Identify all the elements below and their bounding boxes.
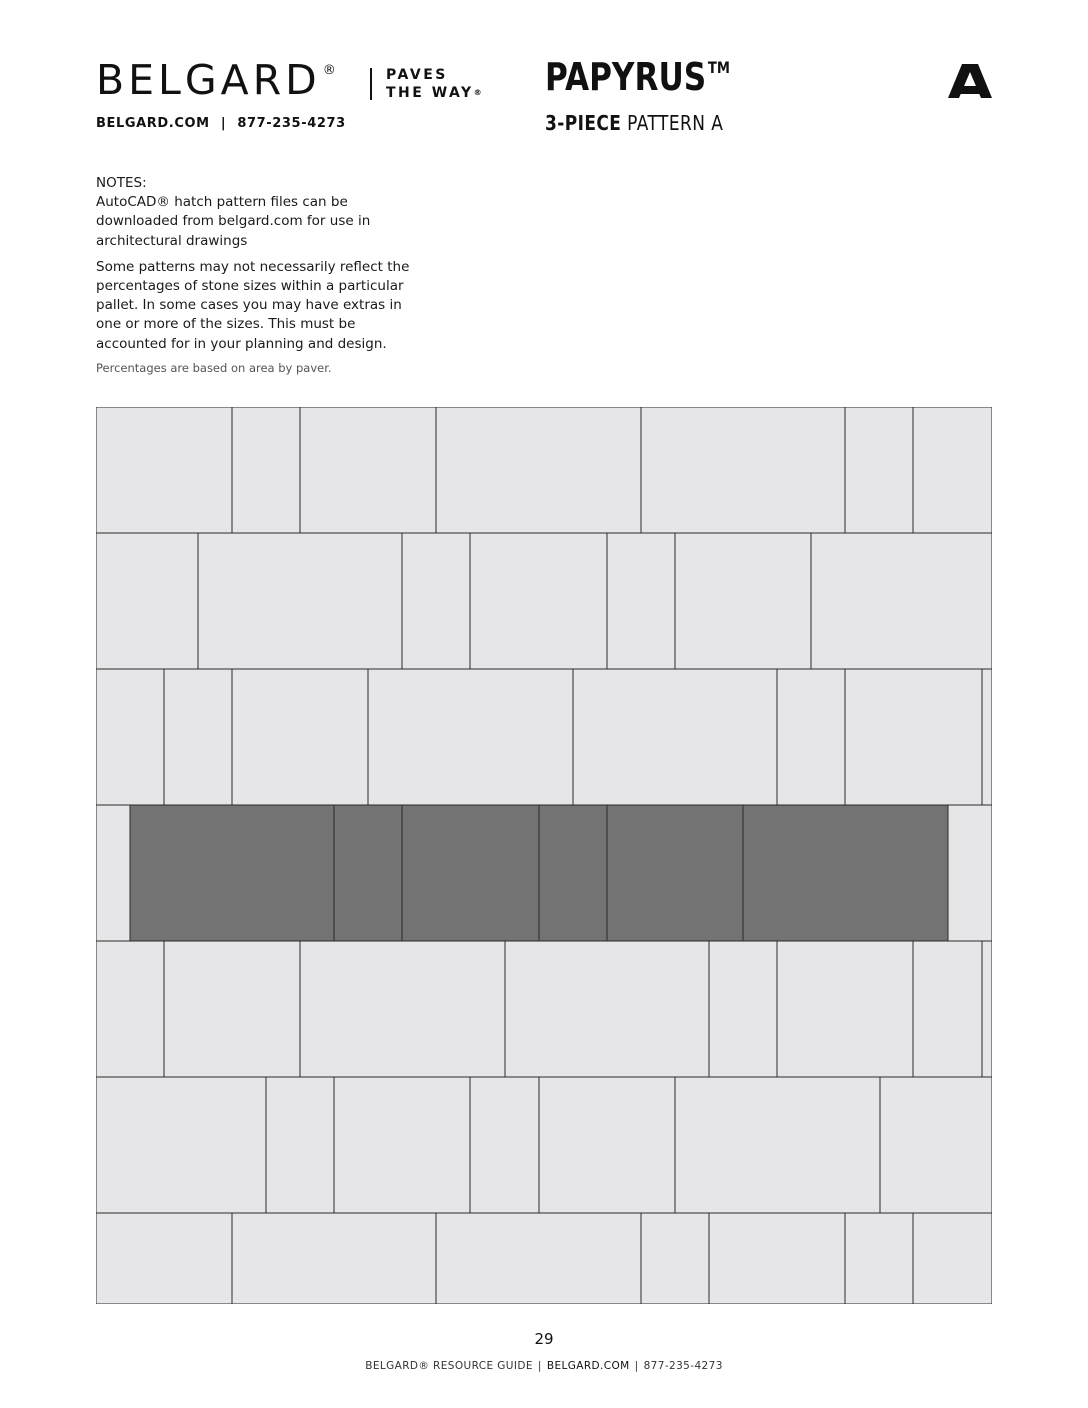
- paver: [300, 941, 505, 1077]
- paver: [232, 407, 300, 533]
- paver: [675, 1077, 880, 1213]
- paver: [402, 533, 470, 669]
- paver: [266, 1077, 334, 1213]
- paver: [164, 941, 300, 1077]
- product-name: PAPYRUS: [545, 55, 707, 99]
- paver: [436, 407, 641, 533]
- brand-tagline: [386, 66, 482, 102]
- paver-dark: [743, 805, 948, 941]
- product-pieces: 3-PIECE: [545, 111, 622, 135]
- product-trademark: TM: [707, 58, 730, 77]
- paver: [436, 1213, 641, 1304]
- paver: [607, 533, 675, 669]
- tagline-registered-mark: ®: [473, 88, 482, 97]
- paver: [96, 533, 198, 669]
- paver: [96, 669, 164, 805]
- paver: [948, 805, 992, 941]
- page-number: 29: [534, 1330, 554, 1348]
- paver: [811, 533, 992, 669]
- paver: [573, 669, 777, 805]
- notes-area-note: Percentages are based on area by paver.: [96, 360, 332, 375]
- product-subtitle: [545, 111, 723, 135]
- footer-separator: |: [537, 1360, 542, 1372]
- paver-pattern-diagram: [96, 407, 992, 1304]
- paver: [368, 669, 573, 805]
- tagline-line-1: PAVES: [386, 67, 448, 83]
- paver: [96, 1077, 266, 1213]
- paver: [641, 407, 845, 533]
- header-website-link[interactable]: BELGARD.COM: [96, 116, 210, 131]
- paver: [300, 407, 436, 533]
- paver: [845, 669, 982, 805]
- paver-dark: [607, 805, 743, 941]
- paver: [777, 941, 913, 1077]
- paver: [470, 1077, 539, 1213]
- paver-dark: [334, 805, 402, 941]
- brand-divider: [370, 68, 372, 100]
- paver: [232, 669, 368, 805]
- header-phone: 877-235-4273: [237, 116, 346, 131]
- footer-line: [0, 1360, 1088, 1372]
- tagline-line-2: THE WAY®: [386, 85, 482, 101]
- paver: [982, 941, 992, 1077]
- contact-line: [96, 116, 346, 131]
- notes-paragraph-autocad: AutoCAD® hatch pattern files can be downloaded from belgard.com for use in architectural drawings: [96, 194, 371, 249]
- paver: [539, 1077, 675, 1213]
- paver-dark: [402, 805, 539, 941]
- paver: [913, 941, 982, 1077]
- paver: [982, 669, 992, 805]
- notes-paragraph-percentages: Some patterns may not necessarily reflect the percentages of stone sizes within a particular pallet. In some cases you may have extras in one or more of the sizes. This must be accounted for in your planning and design.: [96, 258, 410, 352]
- paver: [709, 941, 777, 1077]
- paver: [709, 1213, 845, 1304]
- paver: [845, 407, 913, 533]
- footer-guide-title: BELGARD® RESOURCE GUIDE: [365, 1360, 533, 1372]
- footer-separator: |: [634, 1360, 639, 1372]
- paver: [232, 1213, 436, 1304]
- notes-section: [96, 174, 426, 378]
- paver: [96, 805, 130, 941]
- belgard-a-logo-icon: [948, 64, 992, 98]
- paver: [198, 533, 402, 669]
- notes-heading: NOTES:: [96, 175, 147, 191]
- paver: [164, 669, 232, 805]
- brand-name: BELGARD: [96, 56, 321, 104]
- paver-dark: [539, 805, 607, 941]
- paver: [641, 1213, 709, 1304]
- paver: [96, 941, 164, 1077]
- paver: [96, 407, 232, 533]
- paver: [675, 533, 811, 669]
- brand-logo: [96, 56, 336, 104]
- product-pattern: PATTERN A: [627, 111, 724, 135]
- paver: [913, 1213, 992, 1304]
- paver: [845, 1213, 913, 1304]
- paver: [470, 533, 607, 669]
- paver: [913, 407, 992, 533]
- paver: [777, 669, 845, 805]
- paver: [880, 1077, 992, 1213]
- header-separator: |: [220, 116, 227, 131]
- footer-website-link[interactable]: BELGARD.COM: [546, 1360, 630, 1372]
- paver: [96, 1213, 232, 1304]
- footer-phone: 877-235-4273: [643, 1360, 723, 1372]
- brand-registered-mark: ®: [322, 63, 336, 78]
- product-title: [545, 55, 730, 99]
- paver-dark: [130, 805, 334, 941]
- paver: [505, 941, 709, 1077]
- paver: [334, 1077, 470, 1213]
